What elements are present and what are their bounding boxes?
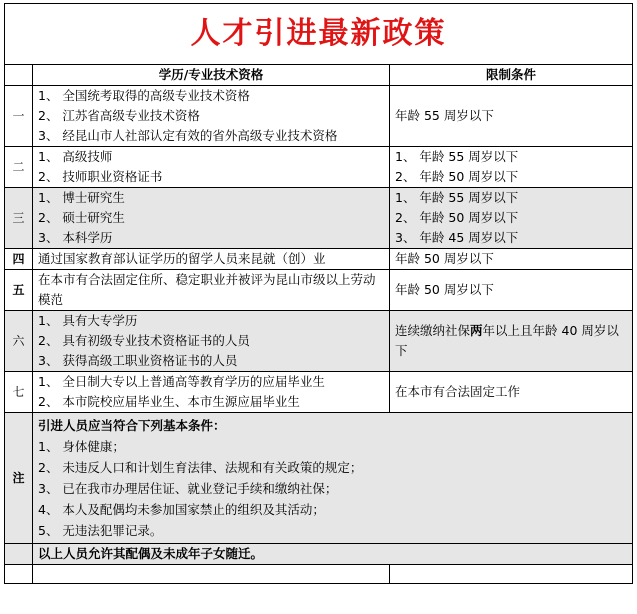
note-label: 注 xyxy=(5,413,33,544)
restriction-cell xyxy=(390,311,633,372)
row-number: 四 xyxy=(5,249,33,270)
page-title: 人才引进最新政策 xyxy=(5,4,633,65)
qualification-item: 3、 本科学历 xyxy=(38,230,113,245)
table-row xyxy=(5,249,633,270)
note-row xyxy=(5,413,633,544)
restriction-item: 1、 年龄 55 周岁以下 xyxy=(395,190,519,205)
qualification-item: 通过国家教育部认证学历的留学人员来昆就（创）业 xyxy=(38,251,326,266)
qualification-item: 2、 江苏省高级专业技术资格 xyxy=(38,108,200,123)
row-number: 一 xyxy=(5,86,33,147)
qualification-item: 1、 高级技师 xyxy=(38,149,113,164)
restriction-item: 年龄 50 周岁以下 xyxy=(395,282,494,297)
row-number: 七 xyxy=(5,372,33,413)
table-row xyxy=(5,147,633,188)
note-item: 5、 无违法犯罪记录。 xyxy=(38,523,163,538)
qualification-item: 2、 硕士研究生 xyxy=(38,210,125,225)
empty-cell xyxy=(33,565,390,584)
qualification-cell: 在本市有合法固定住所、稳定职业并被评为昆山市级以上劳动模范 xyxy=(33,270,390,311)
qualification-cell xyxy=(33,86,390,147)
note-item: 1、 身体健康； xyxy=(38,439,125,454)
restriction-item: 在本市有合法固定工作 xyxy=(395,384,521,399)
qualification-item: 2、 技师职业资格证书 xyxy=(38,169,163,184)
restriction-text-post: 年以上且年龄 40 周岁以下 xyxy=(395,323,619,358)
qualification-item: 3、 经昆山市人社部认定有效的省外高级专业技术资格 xyxy=(38,128,338,143)
restriction-cell xyxy=(390,270,633,311)
restriction-cell xyxy=(390,147,633,188)
note-item: 3、 已在我市办理居住证、就业登记手续和缴纳社保； xyxy=(38,481,338,496)
restriction-item: 年龄 50 周岁以下 xyxy=(395,251,494,266)
qualification-item: 2、 具有初级专业技术资格证书的人员 xyxy=(38,333,250,348)
qualification-cell xyxy=(33,188,390,249)
row-number: 五 xyxy=(5,270,33,311)
qualification-cell xyxy=(33,372,390,413)
qualification-cell xyxy=(33,311,390,372)
restriction-item: 3、 年龄 45 周岁以下 xyxy=(395,230,519,245)
restriction-item: 年龄 55 周岁以下 xyxy=(395,108,494,123)
header-number-cell xyxy=(5,65,33,86)
note-item: 2、 未违反人口和计划生育法律、法规和有关政策的规定； xyxy=(38,460,363,475)
header-qualification: 学历/专业技术资格 xyxy=(33,65,390,86)
note-heading: 引进人员应当符合下列基本条件： xyxy=(38,418,226,433)
restriction-cell xyxy=(390,372,633,413)
policy-table-frame xyxy=(4,3,632,609)
row-number: 三 xyxy=(5,188,33,249)
qualification-item: 2、 本市院校应届毕业生、本市生源应届毕业生 xyxy=(38,394,300,409)
table-row xyxy=(5,188,633,249)
restriction-text-emphasis: 两 xyxy=(470,323,483,338)
empty-cell xyxy=(390,565,633,584)
header-restriction: 限制条件 xyxy=(390,65,633,86)
qualification-item: 1、 具有大专学历 xyxy=(38,313,138,328)
qualification-item: 3、 获得高级工职业资格证书的人员 xyxy=(38,353,238,368)
restriction-item: 2、 年龄 50 周岁以下 xyxy=(395,210,519,225)
restriction-cell xyxy=(390,188,633,249)
empty-row xyxy=(5,565,633,584)
policy-table xyxy=(4,3,633,584)
row-number: 六 xyxy=(5,311,33,372)
row-number: 二 xyxy=(5,147,33,188)
qualification-cell xyxy=(33,147,390,188)
qualification-cell xyxy=(33,249,390,270)
table-row xyxy=(5,270,633,311)
footer-row xyxy=(5,544,633,565)
table-row xyxy=(5,311,633,372)
empty-cell xyxy=(5,565,33,584)
restriction-item: 2、 年龄 50 周岁以下 xyxy=(395,169,519,184)
restriction-cell xyxy=(390,249,633,270)
footer-text: 以上人员允许其配偶及未成年子女随迁。 xyxy=(33,544,633,565)
table-row xyxy=(5,372,633,413)
qualification-item: 1、 博士研究生 xyxy=(38,190,125,205)
restriction-cell xyxy=(390,86,633,147)
qualification-item: 1、 全国统考取得的高级专业技术资格 xyxy=(38,88,250,103)
note-cell xyxy=(33,413,633,544)
note-item: 4、 本人及配偶均未参加国家禁止的组织及其活动； xyxy=(38,502,325,517)
qualification-item: 1、 全日制大专以上普通高等教育学历的应届毕业生 xyxy=(38,374,325,389)
restriction-text-pre: 连续缴纳社保 xyxy=(395,323,471,338)
restriction-item: 1、 年龄 55 周岁以下 xyxy=(395,149,519,164)
footer-number-cell xyxy=(5,544,33,565)
table-row xyxy=(5,86,633,147)
